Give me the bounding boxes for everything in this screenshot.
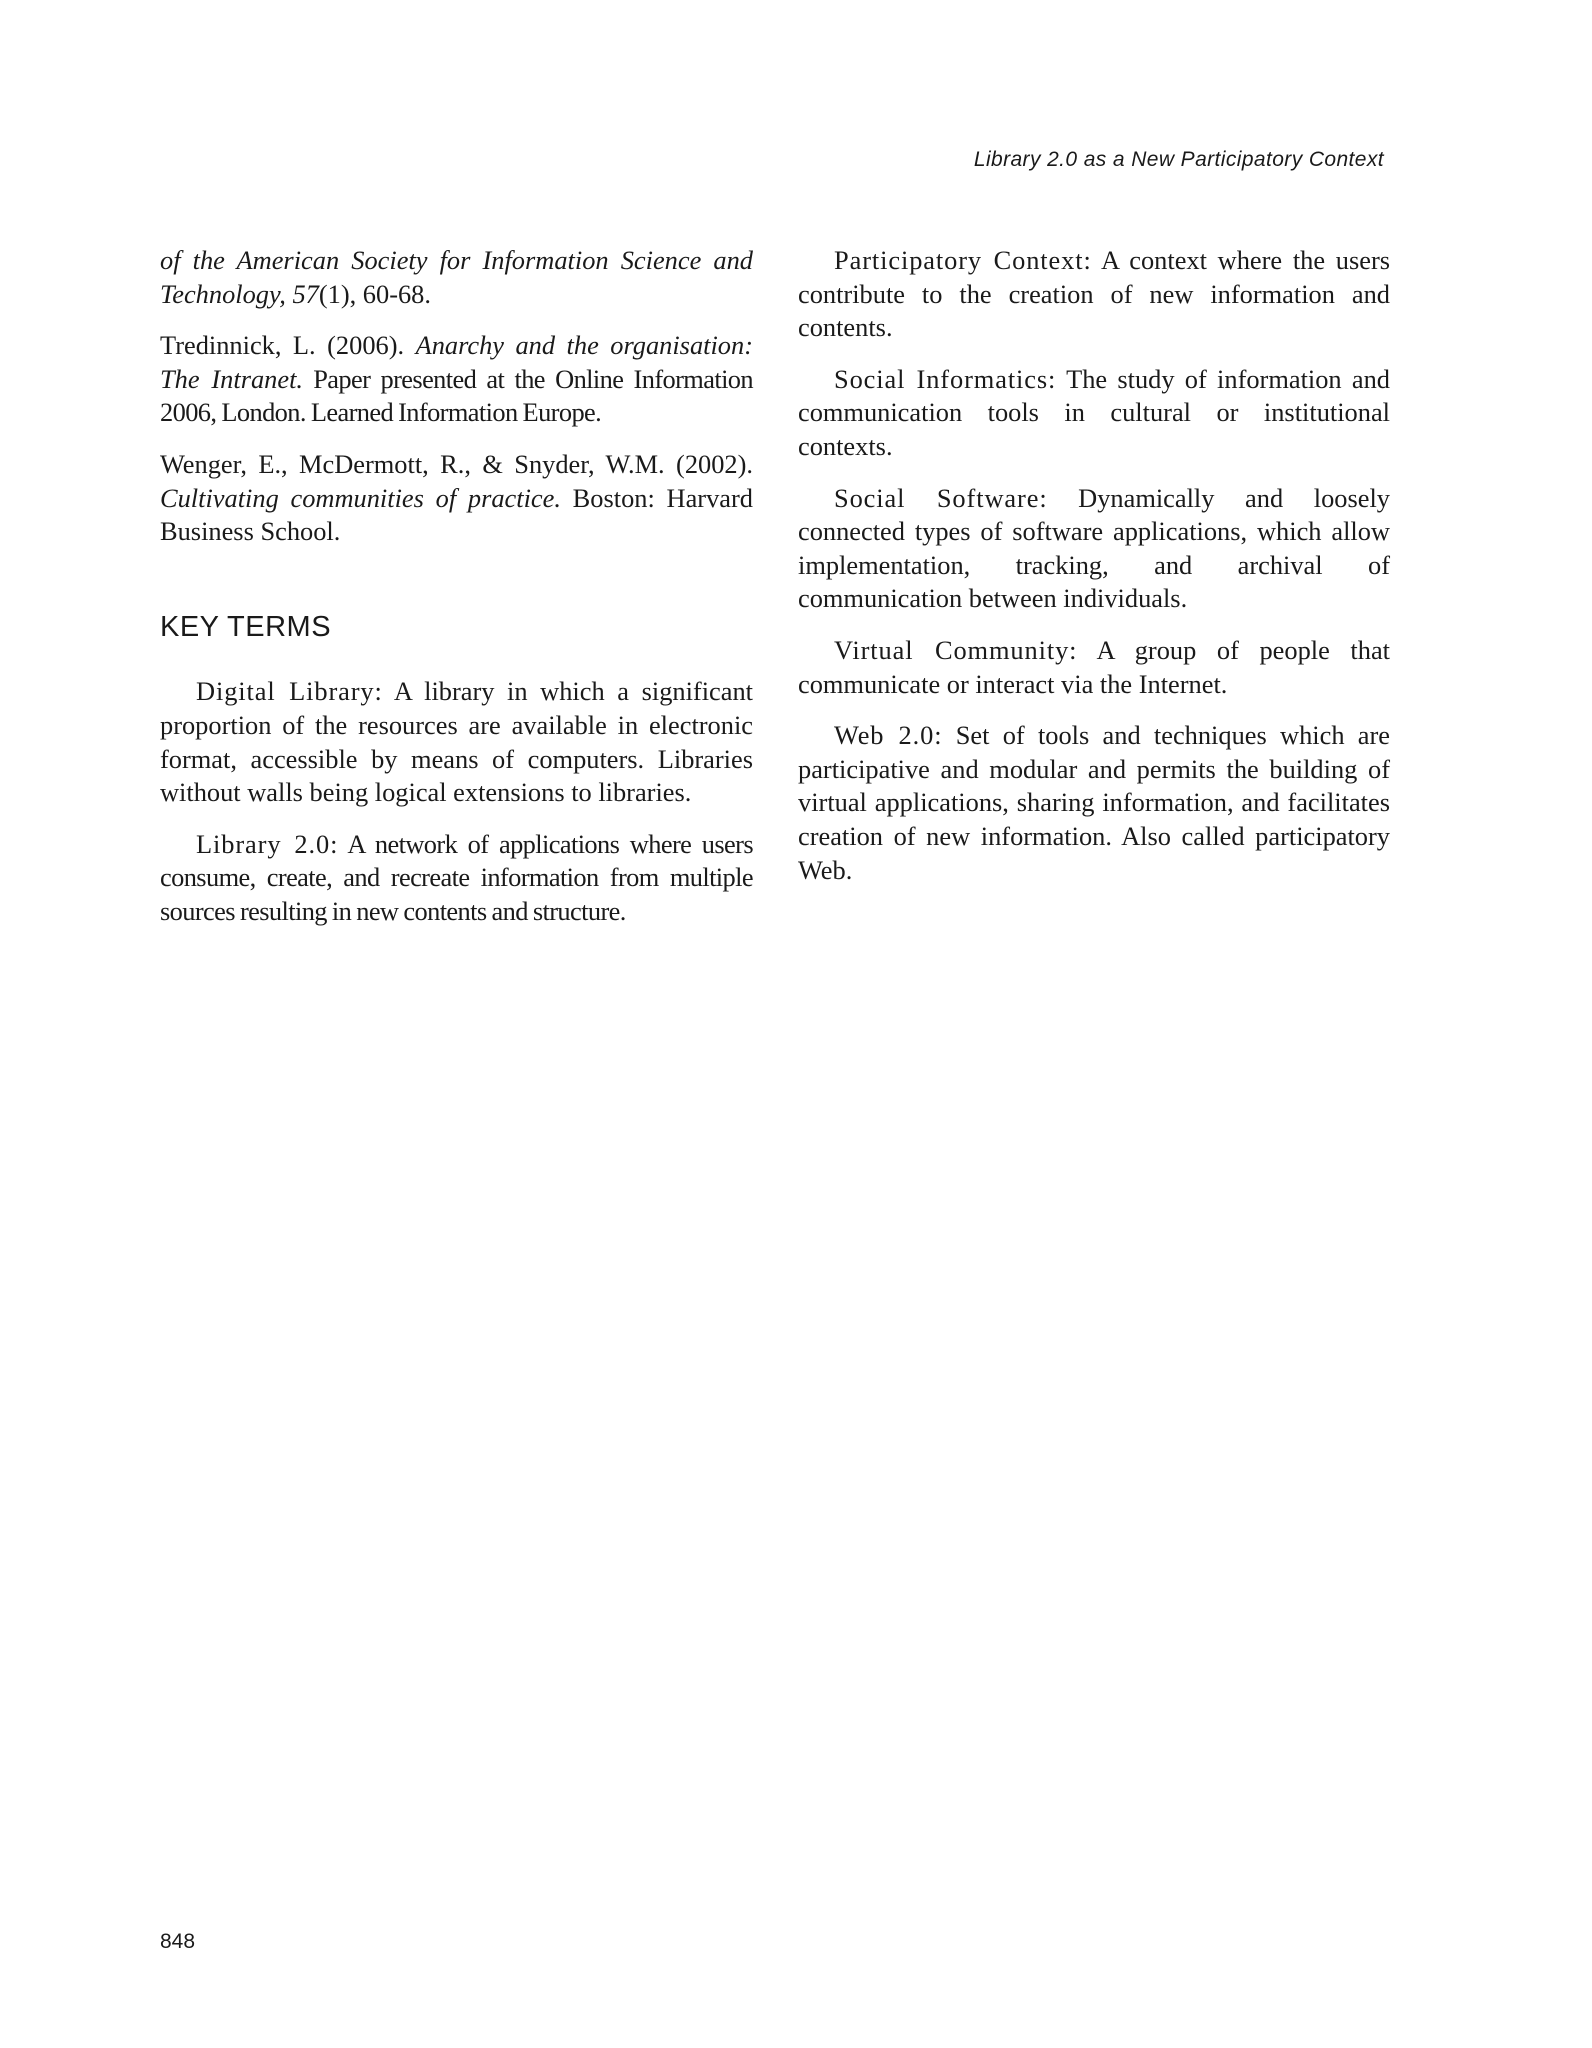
- running-head: Library 2.0 as a New Participatory Context: [973, 148, 1384, 171]
- key-term-label: Social Informatics:: [834, 363, 1057, 394]
- reference-text: Wenger, E., McDermott, R., & Snyder, W.M. (2002).: [160, 448, 753, 479]
- page-number: 848: [160, 1930, 196, 1953]
- reference-entry: [160, 329, 753, 430]
- left-column: [160, 244, 753, 947]
- key-term-entry: [798, 719, 1390, 887]
- key-term-definition: The study of information and communication tools in cultural or institutional contexts.: [798, 363, 1390, 461]
- key-term-definition: Set of tools and techniques which are participative and modular and permits the building of virtual applications, sharing information, and facilitates creation of new information. Also called participatory Web.: [798, 720, 1390, 885]
- key-term-entry: [160, 675, 753, 809]
- reference-title: Anarchy and the organisation: The Intranet.: [160, 330, 753, 394]
- reference-text: (1), 60-68.: [318, 278, 431, 309]
- key-term-label: Library 2.0:: [196, 828, 339, 859]
- key-term-entry: [798, 363, 1390, 464]
- key-term-definition: A network of applications where users consume, create, and recreate information from multiple sources resulting in new contents and structure.: [160, 828, 753, 926]
- key-term-label: Digital Library:: [196, 676, 383, 707]
- key-term-entry: [160, 828, 753, 929]
- key-terms-heading: KEY TERMS: [160, 610, 332, 643]
- key-term-entry: [798, 244, 1390, 345]
- key-term-definition: A library in which a significant proportion of the resources are available in electronic format, accessible by means of computers. Libraries without walls being logical extensions to libraries.: [160, 676, 753, 808]
- key-term-entry: [798, 482, 1390, 616]
- key-term-label: Participatory Context:: [834, 245, 1092, 275]
- key-term-entry: [798, 634, 1390, 701]
- key-term-definition: Dynamically and loosely connected types of software applications, which allow implementation, tracking, and archival of communication between individuals.: [798, 482, 1390, 614]
- reference-text: Boston: Harvard Business School.: [160, 482, 753, 547]
- key-term-label: Social Software:: [834, 482, 1048, 513]
- reference-title: of the American Society for Information Science and Technology, 57: [160, 245, 753, 309]
- right-column: [798, 244, 1390, 905]
- reference-entry: [160, 448, 753, 549]
- reference-text: Paper presented at the Online Information 2006, London. Learned Information Europe.: [160, 363, 753, 428]
- reference-text: Tredinnick, L. (2006).: [160, 330, 416, 361]
- key-term-definition: A context where the users contribute to the creation of new information and contents.: [798, 245, 1390, 343]
- key-term-definition: A group of people that communicate or interact via the Internet.: [798, 634, 1390, 699]
- reference-entry: [160, 244, 753, 311]
- reference-title: Cultivating communities of practice.: [160, 482, 561, 513]
- key-term-label: Virtual Community:: [834, 634, 1078, 665]
- key-term-label: Web 2.0:: [834, 720, 943, 751]
